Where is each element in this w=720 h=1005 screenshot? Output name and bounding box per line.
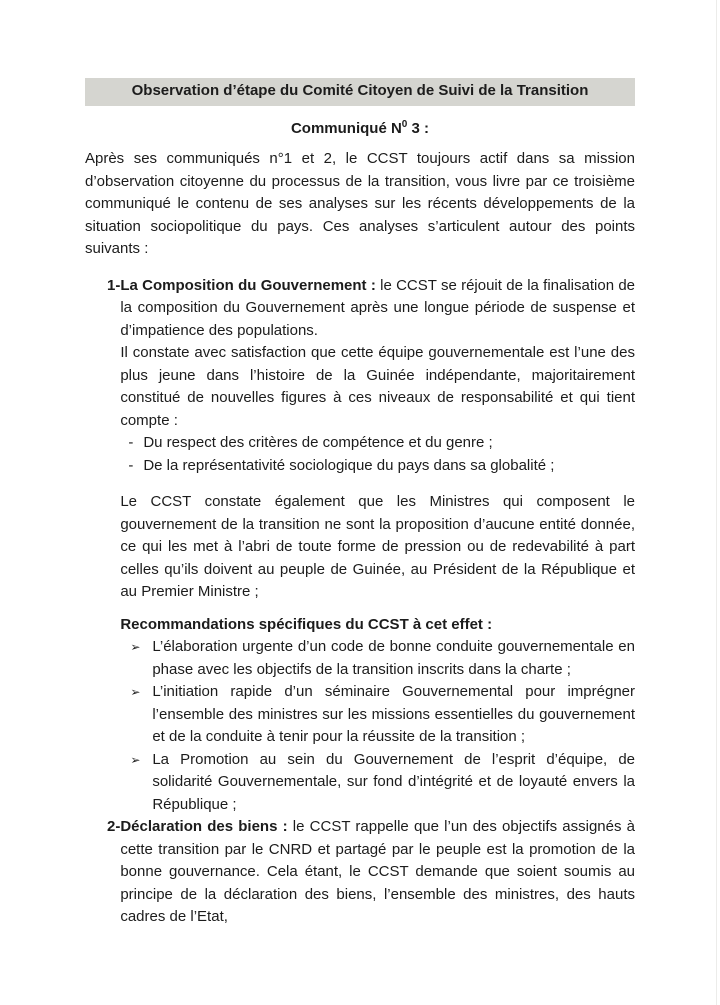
item-1-paragraph-3: Le CCST constate également que les Ministres qui composent le gouvernement de la transition ne sont la proposition d’aucune entité donnée, ce qui les met à l’abri de toute forme de pression ou de redevabilité à part celles qu’ils doivent au peuple de Guinée, au Président de la République et au Premier Ministre ; bbox=[120, 493, 635, 600]
banner-title: Observation d’étape du Comité Citoyen de Suivi de la Transition bbox=[85, 78, 635, 106]
page-edge-line bbox=[716, 0, 717, 1005]
list-item-2 bbox=[85, 816, 635, 929]
item-2-body bbox=[120, 816, 635, 929]
arrow-list-item bbox=[120, 636, 635, 681]
item-2-number: 2- bbox=[107, 818, 121, 835]
communique-superscript: 0 bbox=[401, 118, 408, 130]
intro-paragraph: Après ses communiqués n°1 et 2, le CCST toujours actif dans sa mission d’observation citoyenne du processus de la transition, vous livre par ce troisième communiqué le contenu de ses analyses sur les récents développements de la situation sociopolitique du pays. Ces analyses s’articulent autour des points suivants : bbox=[85, 150, 635, 257]
arrowhead-bullet-icon: ➢ bbox=[130, 640, 141, 654]
arrow-list-item bbox=[120, 681, 635, 749]
communique-number: 3 : bbox=[407, 119, 430, 137]
dash-list-item-text: Du respect des critères de compétence et du genre ; bbox=[143, 434, 493, 451]
arrow-list-item bbox=[120, 749, 635, 817]
item-1-number: 1- bbox=[107, 276, 121, 294]
item-1-lead-paragraph bbox=[120, 275, 635, 343]
item-1-paragraph-2: Il constate avec satisfaction que cette équipe gouvernementale est l’une des plus jeune dans l’histoire de la Guinée indépendante, majoritairement constitué de nouvelles figures à ces niveaux de responsabilité et qui tient compte : bbox=[120, 344, 635, 429]
dash-bullet-icon: - bbox=[128, 434, 134, 451]
arrow-list-item-text: La Promotion au sein du Gouvernement de l’esprit d’équipe, de solidarité Gouvernementale, sur fond d’intégrité et de loyauté envers la République ; bbox=[152, 750, 635, 813]
communique-prefix: Communiqué N bbox=[290, 119, 402, 137]
item-2-lead-text: le CCST rappelle que l’un des objectifs assignés à cette transition par le CNRD et partagé par le peuple est la promotion de la bonne gouvernance. Cela étant, le CCST demande que soient soumis au principe de la déclaration des biens, l’ensemble des ministres, des hauts cadres de l’Etat, bbox=[120, 818, 635, 925]
arrow-list-item-text: L’élaboration urgente d’un code de bonne conduite gouvernementale en phase avec les objectifs de la transition inscrits dans la charte ; bbox=[152, 638, 635, 678]
dash-list-item bbox=[120, 455, 635, 478]
spacer bbox=[120, 604, 635, 614]
item-1-lead-text: le CCST se réjouit de la finalisation de la composition du Gouvernement après une longue période de suspense et d’impatience des populations. bbox=[120, 276, 636, 339]
list-item-1 bbox=[85, 275, 635, 817]
communique-subtitle bbox=[85, 118, 635, 141]
item-2-heading: Déclaration des biens : bbox=[120, 818, 288, 835]
arrowhead-bullet-icon: ➢ bbox=[130, 685, 141, 699]
arrowhead-bullet-icon: ➢ bbox=[130, 752, 141, 767]
item-2-lead-paragraph bbox=[120, 816, 635, 929]
spacer bbox=[120, 477, 635, 491]
item-1-heading: La Composition du Gouvernement : bbox=[120, 276, 376, 294]
dash-list-item-text: De la représentativité sociologique du pays dans sa globalité ; bbox=[143, 456, 555, 474]
arrow-list-item-text: L’initiation rapide d’un séminaire Gouvernemental pour imprégner l’ensemble des ministres sur les missions essentielles du gouvernement et de la conduite à tenir pour la réussite de la transition ; bbox=[152, 683, 635, 745]
dash-list-item bbox=[120, 432, 635, 455]
recommendations-heading: Recommandations spécifiques du CCST à cet effet : bbox=[120, 615, 493, 633]
item-1-body bbox=[120, 275, 635, 817]
dash-bullet-icon: - bbox=[128, 456, 134, 474]
